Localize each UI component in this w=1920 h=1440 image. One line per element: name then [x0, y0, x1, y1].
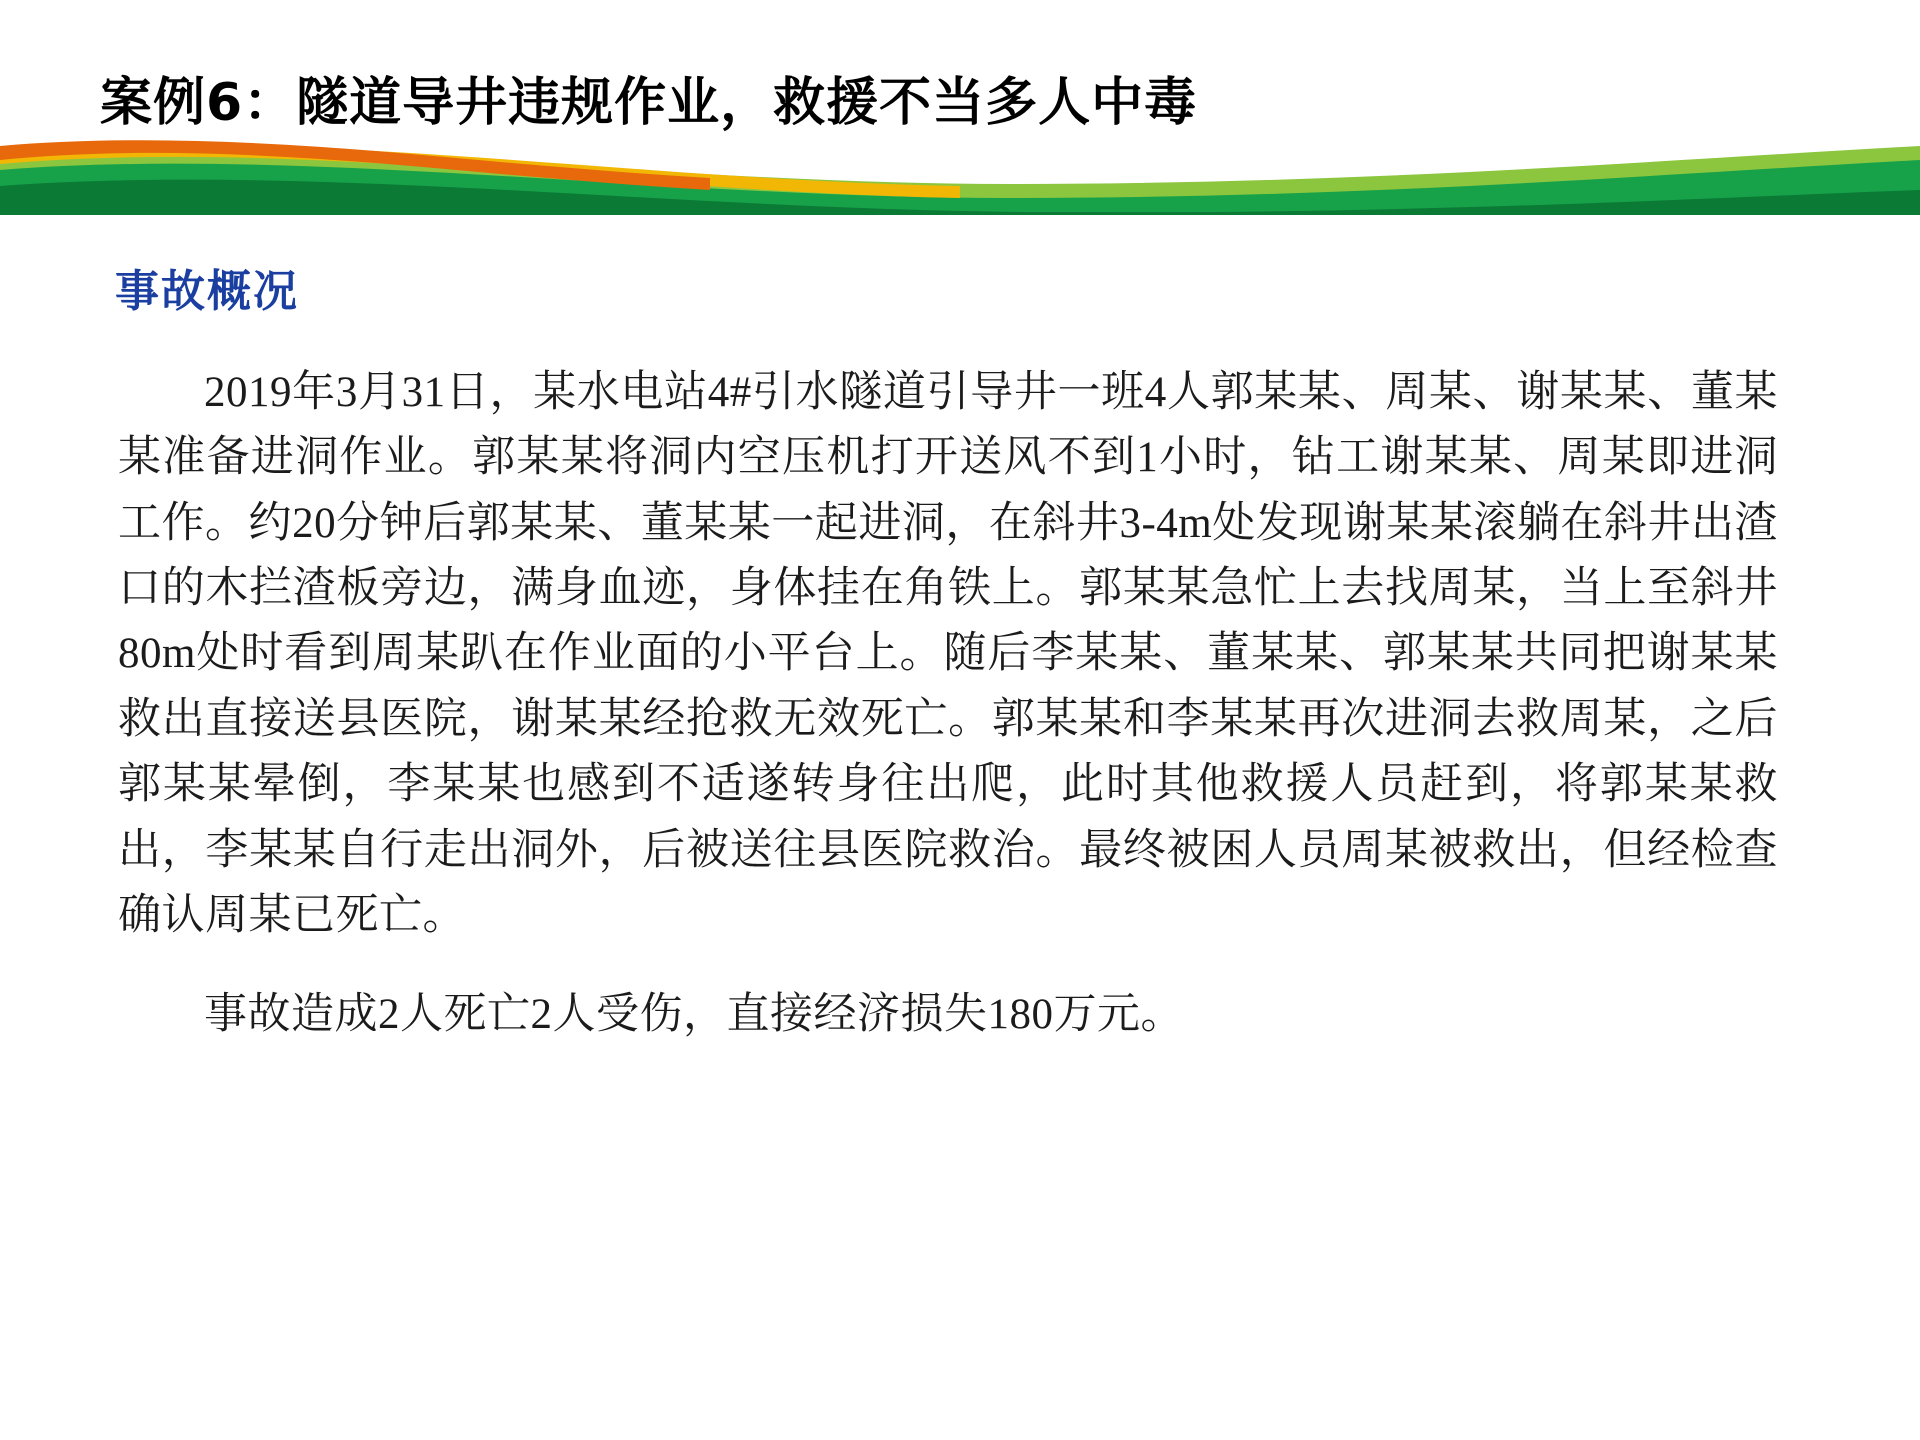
paragraph-incident-description: 2019年3月31日，某水电站4#引水隧道引导井一班4人郭某某、周某、谢某某、董某某准备进洞作业。郭某某将洞内空压机打开送风不到1小时，钻工谢某某、周某即进洞工作。约20分钟后郭某某、董某某一起进洞，在斜井3-4m处发现谢某某滚躺在斜井出渣口的木拦渣板旁边，满身血迹，身体挂在角铁上。郭某某急忙上去找周某，当上至斜井80m处时看到周某趴在作业面的小平台上。随后李某某、董某某、郭某某共同把谢某某救出直接送县医院，谢某某经抢救无效死亡。郭某某和李某某再次进洞去救周某，之后郭某某晕倒，李某某也感到不适遂转身往出爬，此时其他救援人员赶到，将郭某某救出，李某某自行走出洞外，后被送往县医院救治。最终被困人员周某被救出，但经检查确认周某已死亡。	[118, 369, 1778, 939]
page-title: 案例6：隧道导井违规作业，救援不当多人中毒	[100, 73, 1198, 133]
title-block	[0, 0, 1920, 195]
decorative-swoosh	[0, 140, 1920, 215]
body-content	[118, 360, 1778, 1058]
section-heading: 事故概况	[115, 266, 299, 317]
paragraph-casualty-summary: 事故造成2人死亡2人受伤，直接经济损失180万元。	[204, 991, 1184, 1039]
